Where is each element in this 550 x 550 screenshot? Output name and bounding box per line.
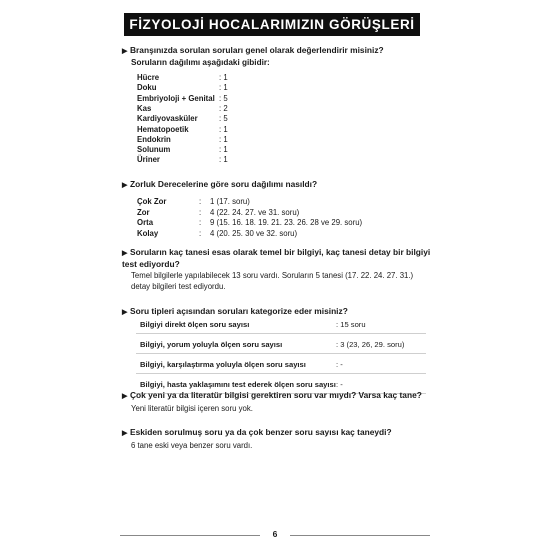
- topic-label: Hematopoetik: [137, 124, 189, 134]
- difficulty-colon: :: [199, 218, 202, 227]
- question-type-table: [136, 318, 426, 394]
- difficulty-value: 9 (15. 16. 18. 19. 21. 23. 26. 28 ve 29. soru): [210, 218, 363, 227]
- bullet-arrow-icon: ▶: [122, 182, 128, 189]
- difficulty-value: 1 (17. soru): [210, 197, 250, 206]
- question-3: [122, 247, 432, 270]
- answer-3: Temel bilgilerle yapılabilecek 13 soru vardı. Soruların 5 tanesi (17. 22. 24. 27. 31.) detay bilgileri test ediyordu.: [131, 271, 414, 291]
- question-6: [122, 427, 432, 439]
- table-row: [136, 318, 426, 334]
- topic-count: : 1: [219, 73, 228, 82]
- question-3-text: Soruların kaç tanesi esas olarak temel bir bilgiyi, kaç tanesi detay bir bilgiyi test ediyordu?: [122, 247, 431, 269]
- row-value: : 3 (23, 26, 29. soru): [336, 340, 405, 349]
- row-label: Bilgiyi, hasta yaklaşımını test ederek ölçen soru sayısı: [140, 380, 336, 389]
- difficulty-colon: :: [199, 207, 202, 217]
- row-label: Bilgiyi, yorum yoluyla ölçen soru sayısı: [140, 340, 283, 349]
- difficulty-value: 4 (20. 25. 30 ve 32. soru): [210, 228, 298, 238]
- row-value: : -: [336, 380, 343, 389]
- row-value: : 15 soru: [336, 320, 366, 329]
- topic-label: Doku: [137, 83, 157, 93]
- topic-count: : 1: [219, 155, 228, 165]
- difficulty-label: Çok Zor: [137, 197, 167, 206]
- distribution-subtitle: Soruların dağılımı aşağıdaki gibidir:: [131, 58, 270, 67]
- topic-count: : 1: [219, 83, 228, 93]
- question-4-text: Soru tipleri açısından soruları kategorize eder misiniz?: [130, 306, 348, 316]
- bullet-arrow-icon: ▶: [122, 250, 128, 257]
- page-number: 6: [272, 529, 278, 539]
- question-6-text: Eskiden sorulmuş soru ya da çok benzer soru sayısı kaç taneydi?: [130, 427, 392, 437]
- table-row: [136, 338, 426, 354]
- answer-5: Yeni literatür bilgisi içeren soru yok.: [131, 404, 253, 413]
- topic-count: : 1: [219, 124, 228, 134]
- topic-count: : 1: [219, 145, 228, 155]
- question-2: [122, 179, 432, 191]
- bullet-arrow-icon: ▶: [122, 309, 128, 316]
- topic-label: Kas: [137, 103, 152, 113]
- difficulty-label: Kolay: [137, 228, 159, 238]
- topic-count: : 2: [219, 103, 228, 113]
- footer-rule-left: [120, 535, 260, 536]
- topic-label: Kardiyovasküler: [137, 114, 198, 124]
- row-value: : -: [336, 360, 343, 369]
- difficulty-label: Orta: [137, 218, 154, 227]
- row-label: Bilgiyi direkt ölçen soru sayısı: [140, 320, 250, 329]
- question-5: [122, 390, 432, 402]
- topic-label: Solunum: [137, 145, 171, 155]
- bullet-arrow-icon: ▶: [122, 393, 128, 400]
- bullet-arrow-icon: ▶: [122, 48, 128, 55]
- difficulty-colon: :: [199, 228, 202, 238]
- row-label: Bilgiyi, karşılaştırma yoluyla ölçen soru sayısı: [140, 360, 306, 369]
- topic-count: : 5: [219, 93, 228, 103]
- answer-6: 6 tane eski veya benzer soru vardı.: [131, 441, 253, 450]
- question-1-text: Branşınızda sorulan soruları genel olarak değerlendirir misiniz?: [130, 45, 384, 55]
- topic-count: : 5: [219, 114, 228, 124]
- footer-rule-right: [290, 535, 430, 536]
- question-5-text: Çok yeni ya da literatür bilgisi gerektiren soru var mıydı? Varsa kaç tane?: [130, 390, 422, 400]
- topic-label: Hücre: [137, 73, 160, 82]
- bullet-arrow-icon: ▶: [122, 430, 128, 437]
- difficulty-colon: :: [199, 197, 202, 206]
- difficulty-value: 4 (22. 24. 27. ve 31. soru): [210, 207, 300, 217]
- topic-count: : 1: [219, 134, 228, 144]
- difficulty-label: Zor: [137, 207, 150, 217]
- table-row: [136, 358, 426, 374]
- topic-label: Endokrin: [137, 134, 171, 144]
- question-2-text: Zorluk Derecelerine göre soru dağılımı nasıldı?: [130, 179, 318, 189]
- topic-label: Üriner: [137, 155, 160, 165]
- topic-label: Embriyoloji + Genital: [137, 93, 215, 103]
- page-title: FİZYOLOJİ HOCALARIMIZIN GÖRÜŞLERİ: [124, 13, 420, 36]
- question-1: [122, 45, 432, 57]
- question-4: [122, 306, 432, 318]
